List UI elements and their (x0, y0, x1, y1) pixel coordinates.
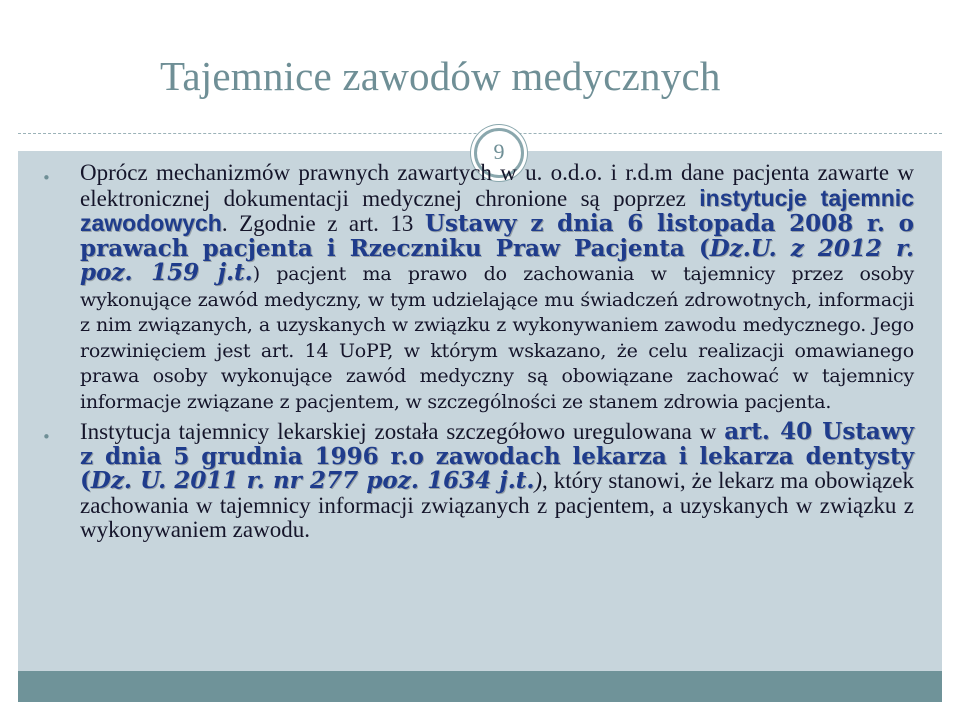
bullet-body: ) pacjent ma prawo do zachowania w tajemnicy przez osoby wykonujące zawód medyczny, w tym udzielające mu świadczeń zdrowotnych, informacji z nim związanych, a uzyskanych w związku z wykonywaniem zawodu medycznego. Jego rozwinięciem jest art. 14 UoPP, w którym wskazano, że celu realizacji omawianego prawa osoby wykonujące zawód medyczny są obowiązane zachować w tajemnicy informacje związane z pacjentem, w szczególności ze stanem zdrowia pacjenta. (80, 263, 914, 413)
bullet-list (34, 161, 914, 549)
bullet-text (80, 420, 914, 543)
bullet-highlight: instytucje tajemnic zawodowych (80, 184, 914, 236)
legal-act-reference: Ustawy z dnia 6 listopada 2008 r. o prawach pacjenta i Rzeczniku Praw Pacjenta ( (80, 210, 914, 262)
bullet-text (80, 161, 914, 414)
bullet-mid: . Zgodnie z art. 13 (221, 211, 425, 236)
bullet-lead: Oprócz mechanizmów prawnych zawartych w u. o.d.o. i r.d.m dane pacjenta zawarte w elektronicznej dokumentacji medycznej chronione są poprzez (80, 160, 914, 211)
legal-act-citation: Dz. U. 2011 r. nr 277 poz. 1634 j.t. (90, 467, 535, 494)
title-divider (18, 133, 942, 134)
slide-title: Tajemnice zawodów medycznych (160, 53, 721, 99)
legal-act-citation: Dz.U. z 2012 r. poz. 159 j.t. (80, 234, 914, 286)
bullet-body: , który stanowi, że lekarz ma obowiązek zachowania w tajemnicy informacji związanych z pacjentem, a uzyskanych w związku z wykonywaniem zawodu. (80, 468, 914, 542)
bullet-lead: Instytucja tajemnicy lekarskiej została szczegółowo uregulowana w (80, 419, 725, 444)
citation-close: ) (534, 468, 543, 493)
legal-act-reference: art. 40 Ustawy z dnia 5 grudnia 1996 r.o zawodach lekarza i lekarza dentysty ( (80, 418, 914, 494)
footer-bar (18, 671, 942, 702)
page-number-badge: 9 (474, 128, 524, 178)
bullet-dot-icon: • (42, 428, 51, 446)
bullet-item (34, 161, 914, 414)
title-area (18, 18, 942, 133)
bullet-dot-icon: • (42, 169, 51, 187)
bullet-item (34, 420, 914, 543)
